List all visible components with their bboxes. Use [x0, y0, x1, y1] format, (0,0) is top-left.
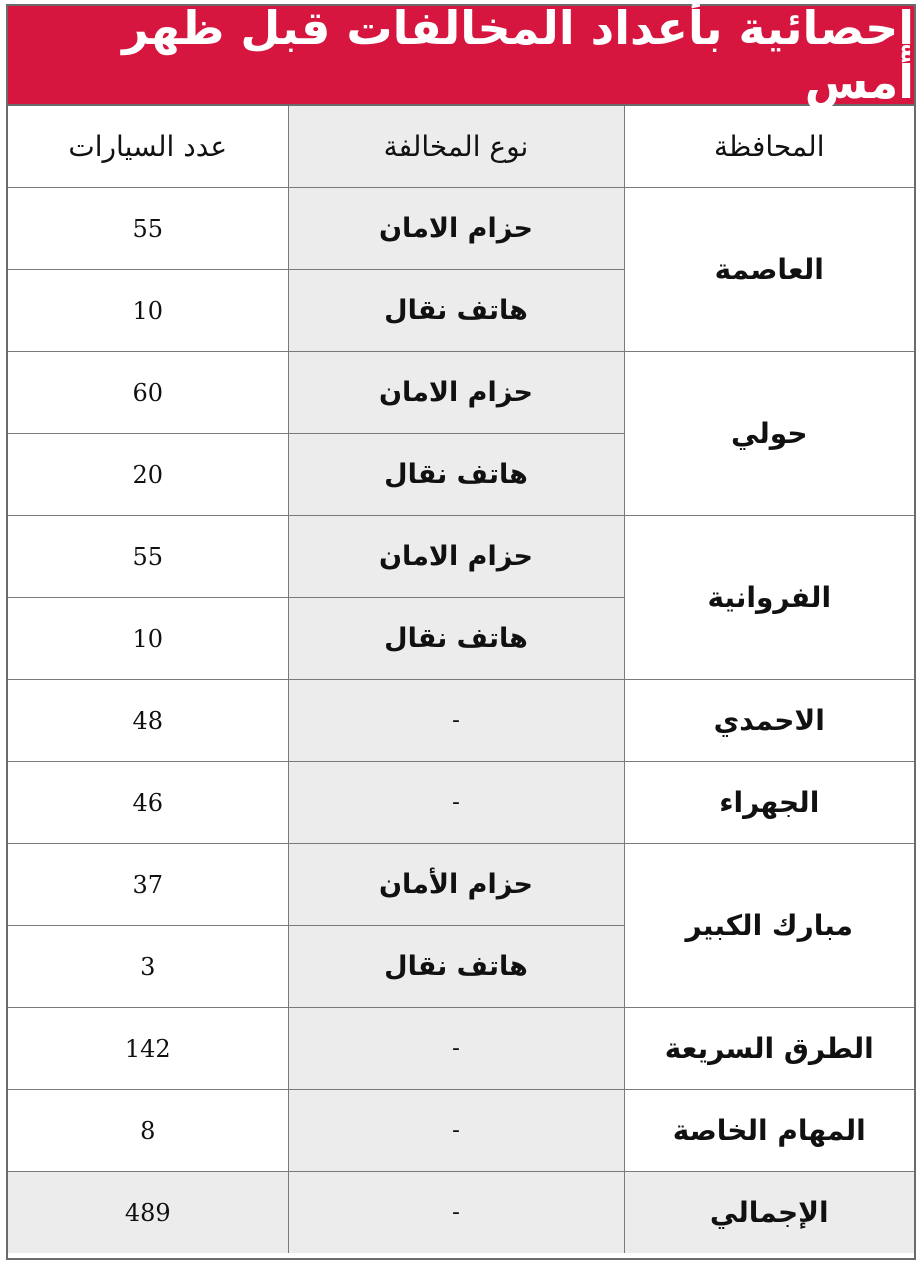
- car-count-cell: 142: [8, 1008, 288, 1090]
- table-row: [8, 1008, 914, 1090]
- violation-type-cell: -: [288, 680, 624, 762]
- governorate-cell: العاصمة: [624, 188, 914, 352]
- table-row: [8, 516, 914, 598]
- total-row: [8, 1172, 914, 1254]
- car-count-cell: 8: [8, 1090, 288, 1172]
- violation-type-cell: هاتف نقال: [288, 434, 624, 516]
- table-row: [8, 352, 914, 434]
- table-row: [8, 762, 914, 844]
- total-label: الإجمالي: [624, 1172, 914, 1254]
- violation-type-cell: حزام الامان: [288, 352, 624, 434]
- violation-type-cell: هاتف نقال: [288, 270, 624, 352]
- governorate-cell: حولي: [624, 352, 914, 516]
- header-governorate: المحافظة: [624, 106, 914, 188]
- total-violation-type: -: [288, 1172, 624, 1254]
- table-header-row: [8, 106, 914, 188]
- statistics-card: [6, 1, 916, 1260]
- car-count-cell: 3: [8, 926, 288, 1008]
- table-row: [8, 1090, 914, 1172]
- violation-type-cell: -: [288, 1008, 624, 1090]
- table-body: [8, 188, 914, 1254]
- violation-type-cell: -: [288, 762, 624, 844]
- car-count-cell: 60: [8, 352, 288, 434]
- table-row: [8, 680, 914, 762]
- car-count-cell: 10: [8, 598, 288, 680]
- header-car-count: عدد السيارات: [8, 106, 288, 188]
- car-count-cell: 10: [8, 270, 288, 352]
- violation-type-cell: هاتف نقال: [288, 926, 624, 1008]
- car-count-cell: 48: [8, 680, 288, 762]
- governorate-cell: الطرق السريعة: [624, 1008, 914, 1090]
- page-title: إحصائية بأعداد المخالفات قبل ظهر أمس: [8, 6, 914, 106]
- governorate-cell: الاحمدي: [624, 680, 914, 762]
- table-row: [8, 844, 914, 926]
- header-violation-type: نوع المخالفة: [288, 106, 624, 188]
- car-count-cell: 55: [8, 516, 288, 598]
- governorate-cell: الجهراء: [624, 762, 914, 844]
- total-count: 489: [8, 1172, 288, 1254]
- governorate-cell: الفروانية: [624, 516, 914, 680]
- violation-type-cell: حزام الأمان: [288, 844, 624, 926]
- table-row: [8, 188, 914, 270]
- car-count-cell: 46: [8, 762, 288, 844]
- governorate-cell: مبارك الكبير: [624, 844, 914, 1008]
- car-count-cell: 37: [8, 844, 288, 926]
- car-count-cell: 55: [8, 188, 288, 270]
- governorate-cell: المهام الخاصة: [624, 1090, 914, 1172]
- violation-type-cell: حزام الامان: [288, 188, 624, 270]
- violation-type-cell: حزام الامان: [288, 516, 624, 598]
- violation-type-cell: هاتف نقال: [288, 598, 624, 680]
- car-count-cell: 20: [8, 434, 288, 516]
- violations-table: [8, 106, 914, 1253]
- violation-type-cell: -: [288, 1090, 624, 1172]
